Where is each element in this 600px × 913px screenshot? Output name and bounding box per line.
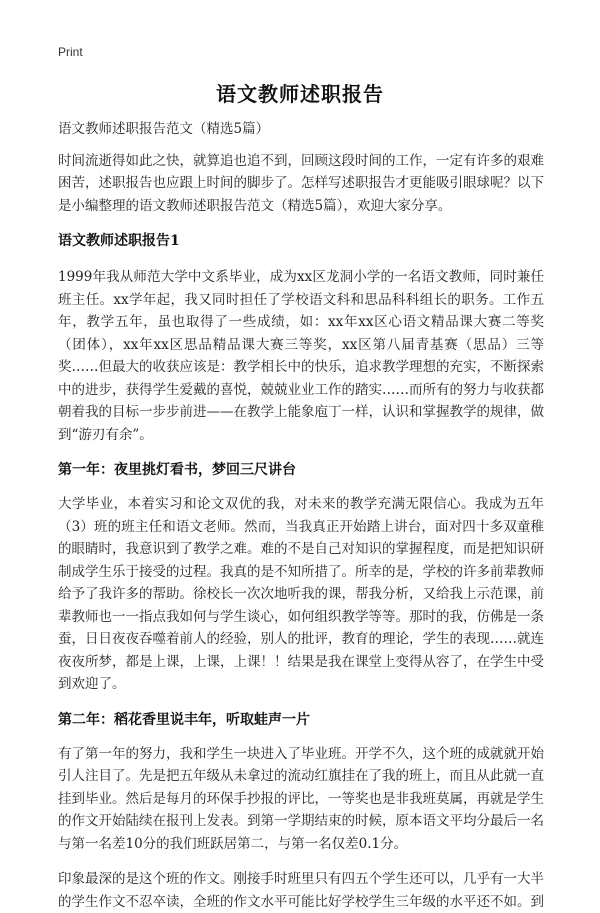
year1-heading: 第一年：夜里挑灯看书，梦回三尺讲台 bbox=[58, 462, 296, 478]
report1-heading: 语文教师述职报告1 bbox=[58, 233, 180, 249]
document-body bbox=[58, 118, 544, 913]
print-link[interactable]: Print bbox=[58, 45, 83, 59]
intro-paragraph: 时间流逝得如此之快，就算追也追不到，回顾这段时间的工作，一定有许多的艰难困苦，述职报告也应跟上时间的脚步了。怎样写述职报告才更能吸引眼球呢？以下是小编整理的语文教师述职报告范文（精选5篇），欢迎大家分享。 bbox=[58, 152, 544, 214]
year2-paragraph: 有了第一年的努力，我和学生一块进入了毕业班。开学不久，这个班的成就就开始引人注目了。先是把五年级从未拿过的流动红旗挂在了我的班上，而且从此就一直挂到毕业。然后是每月的环保手抄报的评比，一等奖也是非我班莫属，再就是学生的作文开始陆续在报刊上发表。到第一学期结束的时候，原本语文平均分最后一名与第一名差10分的我们班跃居第二，与第一名仅差0.1分。 bbox=[58, 745, 544, 852]
year2-heading: 第二年：稻花香里说丰年，听取蛙声一片 bbox=[58, 711, 310, 728]
page-title: 语文教师述职报告 bbox=[216, 82, 384, 106]
report1-paragraph: 1999年我从师范大学中文系毕业，成为xx区龙洞小学的一名语文教师，同时兼任班主任。xx学年起，我又同时担任了学校语文科和思品科科组长的职务。工作五年，教学五年，虽也取得了一些成绩，如：xx年xx区心语文精品课大赛二等奖（团体），xx年xx区思品精品课大赛三等奖，xx区第八届青基赛（思品）三等奖……但最大的收获应该是：教学相长中的快乐，追求教学理想的充实，不断探索中的进步，获得学生爱戴的喜悦，兢兢业业工作的踏实……而所有的努力与收获都朝着我的目标一步步前进——在教学上能象庖丁一样，认识和掌握教学的规律，做到“游刃有余”。 bbox=[58, 269, 544, 443]
document-subtitle: 语文教师述职报告范文（精选5篇） bbox=[58, 121, 270, 137]
year1-paragraph: 大学毕业，本着实习和论文双优的我，对未来的教学充满无限信心。我成为五年（3）班的班主任和语文老师。然而，当我真正开始踏上讲台，面对四十多双童稚的眼睛时，我意识到了教学之难。难的不是自己对知识的掌握程度，而是把知识研制成学生乐于接受的过程。我真的是不知所措了。所幸的是，学校的许多前辈教师给予了我许多的帮助。徐校长一次次地听我的课，帮我分析，又给我上示范课，前辈教师也一一指点我如何与学生谈心，如何组织教学等等。那时的我，仿佛是一条蚕，日日夜夜吞噬着前人的经验，别人的批评，教育的理论，学生的表现……就连夜夜所梦，都是上课，上课，上课！！结果是我在课堂上变得从容了，在学生中受到欢迎了。 bbox=[58, 496, 544, 692]
year2-paragraph-2: 印象最深的是这个班的作文。刚接手时班里只有四五个学生还可以，几乎有一大半的学生作文不忍卒读，全班的作文水平可能比好学校学生三年级的水平还不如。到 bbox=[58, 871, 544, 910]
